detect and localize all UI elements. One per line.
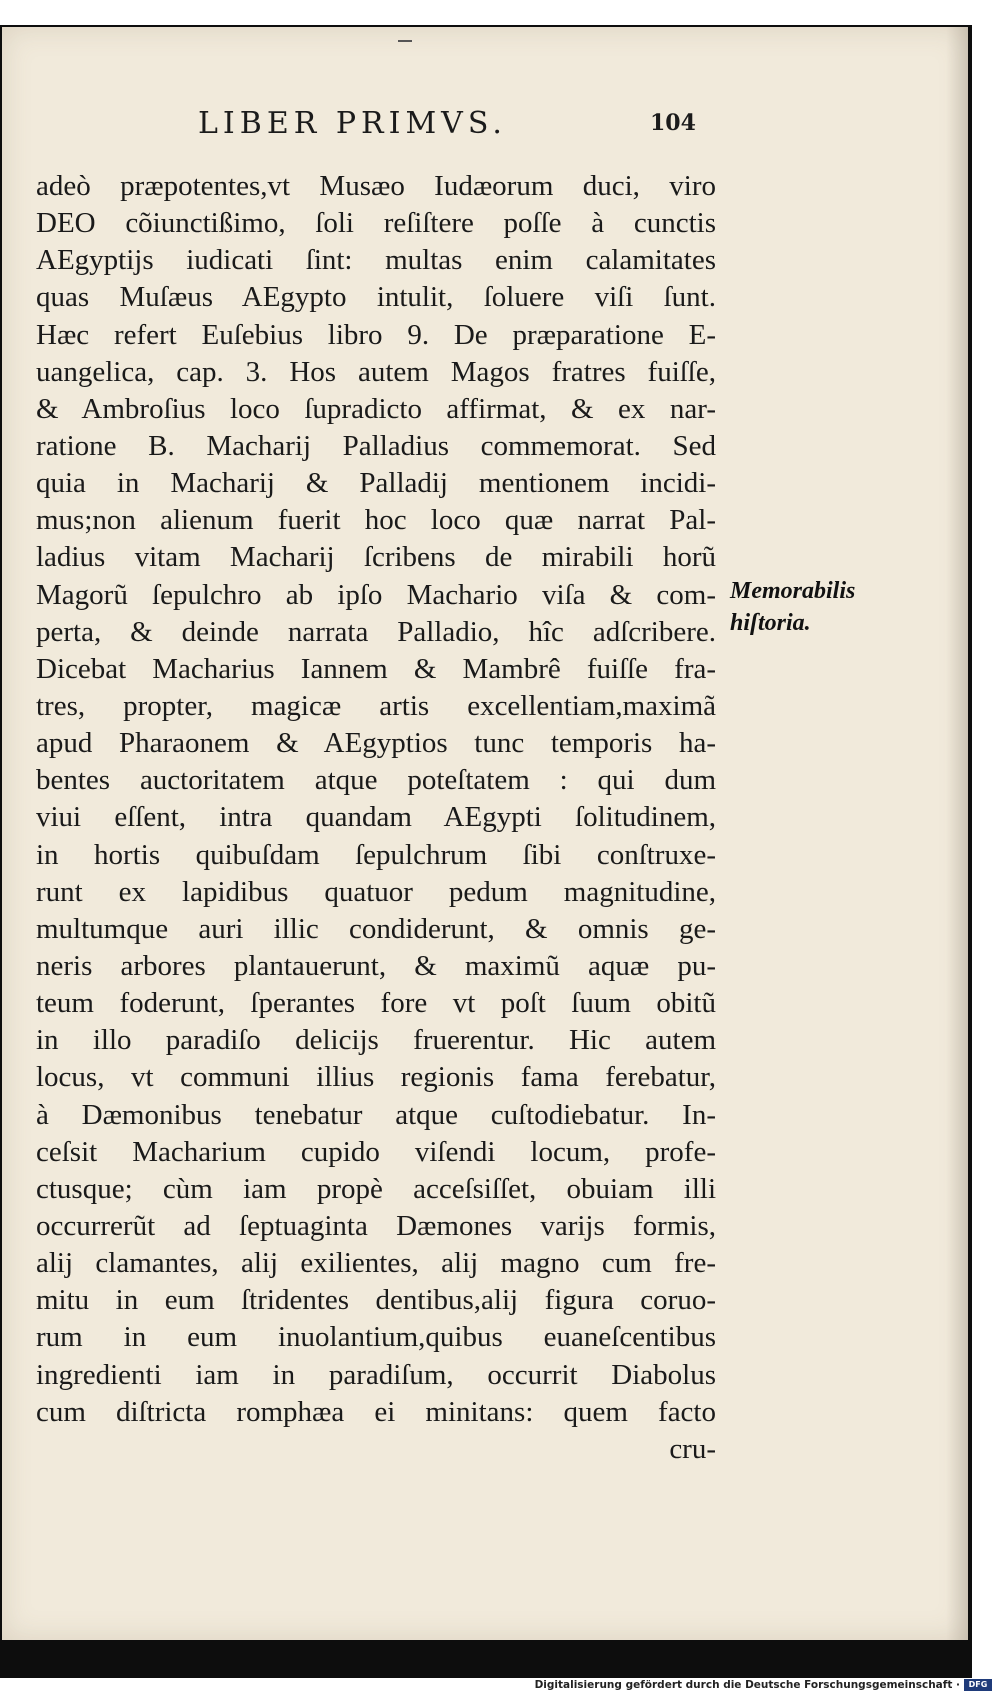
- text-line: in hortis quibuſdam ſepulchrum ſibi conſtruxe-: [36, 838, 716, 871]
- text-line: runt ex lapidibus quatuor pedum magnitudine,: [36, 875, 716, 908]
- text-line: uangelica, cap. 3. Hos autem Magos fratres fuiſſe,: [36, 355, 716, 388]
- text-line: cum diſtricta romphæa ei minitans: quem facto: [36, 1395, 716, 1428]
- text-line: Hæc refert Euſebius libro 9. De præparatione E-: [36, 318, 716, 351]
- text-line: in illo paradiſo delicijs fruerentur. Hic autem: [36, 1024, 716, 1057]
- text-line: alij clamantes, alij exilientes, alij magno cum fre-: [36, 1247, 716, 1280]
- text-line: ingredienti iam in paradiſum, occurrit Diabolus: [36, 1358, 716, 1391]
- text-line: mitu in eum ſtridentes dentibus,alij figura coruo-: [36, 1284, 716, 1317]
- text-line: à Dæmonibus tenebatur atque cuſtodiebatur. In-: [36, 1098, 716, 1131]
- text-line: neris arbores plantauerunt, & maximũ aquæ pu-: [36, 949, 716, 982]
- text-line: ratione B. Macharij Palladius commemorat. Sed: [36, 429, 716, 462]
- text-line: ctusque; cùm iam propè acceſsiſſet, obuiam illi: [36, 1172, 716, 1205]
- text-line: ceſsit Macharium cupido viſendi locum, profe-: [36, 1135, 716, 1168]
- text-line: occurrerũt ad ſeptuaginta Dæmones varijs formis,: [36, 1209, 716, 1242]
- page-number: 104: [650, 110, 696, 136]
- text-line: Dicebat Macharius Iannem & Mambrê fuiſſe fra-: [36, 652, 716, 685]
- text-line: perta, & deinde narrata Palladio, hîc adſcribere.: [36, 615, 716, 648]
- text-line: teum foderunt, ſperantes fore vt poſt ſuum obitũ: [36, 987, 716, 1020]
- text-line: apud Pharaonem & AEgyptios tunc temporis ha-: [36, 727, 716, 760]
- text-line: quas Muſæus AEgypto intulit, ſoluere viſi ſunt.: [36, 281, 716, 314]
- marginal-note-line: Memorabilis: [730, 578, 856, 604]
- text-line: ladius vitam Macharij ſcribens de mirabili horũ: [36, 541, 716, 574]
- text-line: DEO cõiunctißimo, ſoli reſiſtere poſſe à cunctis: [36, 207, 716, 240]
- running-head: LIBER PRIMVS.: [198, 106, 507, 141]
- text-line: viui eſſent, intra quandam AEgypti ſolitudinem,: [36, 801, 716, 834]
- body-text: [36, 168, 716, 1468]
- text-line: multumque auri illic condiderunt, & omnis ge-: [36, 912, 716, 945]
- text-line: locus, vt communi illius regionis fama ferebatur,: [36, 1061, 716, 1094]
- text-line: tres, propter, magicæ artis excellentiam,maximã: [36, 689, 716, 722]
- page-edge-shadow: [946, 27, 968, 1640]
- text-line: rum in eum inuolantium,quibus euaneſcentibus: [36, 1321, 716, 1354]
- text-line: Magorũ ſepulchro ab ipſo Machario viſa & com-: [36, 578, 716, 611]
- dfg-logo: DFG: [964, 1679, 992, 1691]
- ink-mark: [398, 40, 412, 42]
- text-line: mus;non alienum fuerit hoc loco quæ narrat Pal-: [36, 504, 716, 537]
- footer-credit: Digitalisierung gefördert durch die Deutsche Forschungsgemeinschaft ·: [534, 1679, 960, 1691]
- text-line: quia in Macharij & Palladij mentionem incidi-: [36, 467, 716, 500]
- marginal-note-line: hiſtoria.: [730, 610, 811, 636]
- text-line: & Ambroſius loco ſupradicto affirmat, & ex nar-: [36, 392, 716, 425]
- text-line: bentes auctoritatem atque poteſtatem : qui dum: [36, 764, 716, 797]
- marginal-note: [730, 575, 870, 639]
- text-line: adeò præpotentes,vt Musæo Iudæorum duci, viro: [36, 170, 716, 202]
- catchword: cru-: [669, 1432, 716, 1465]
- text-line: AEgyptijs iudicati ſint: multas enim calamitates: [36, 244, 716, 277]
